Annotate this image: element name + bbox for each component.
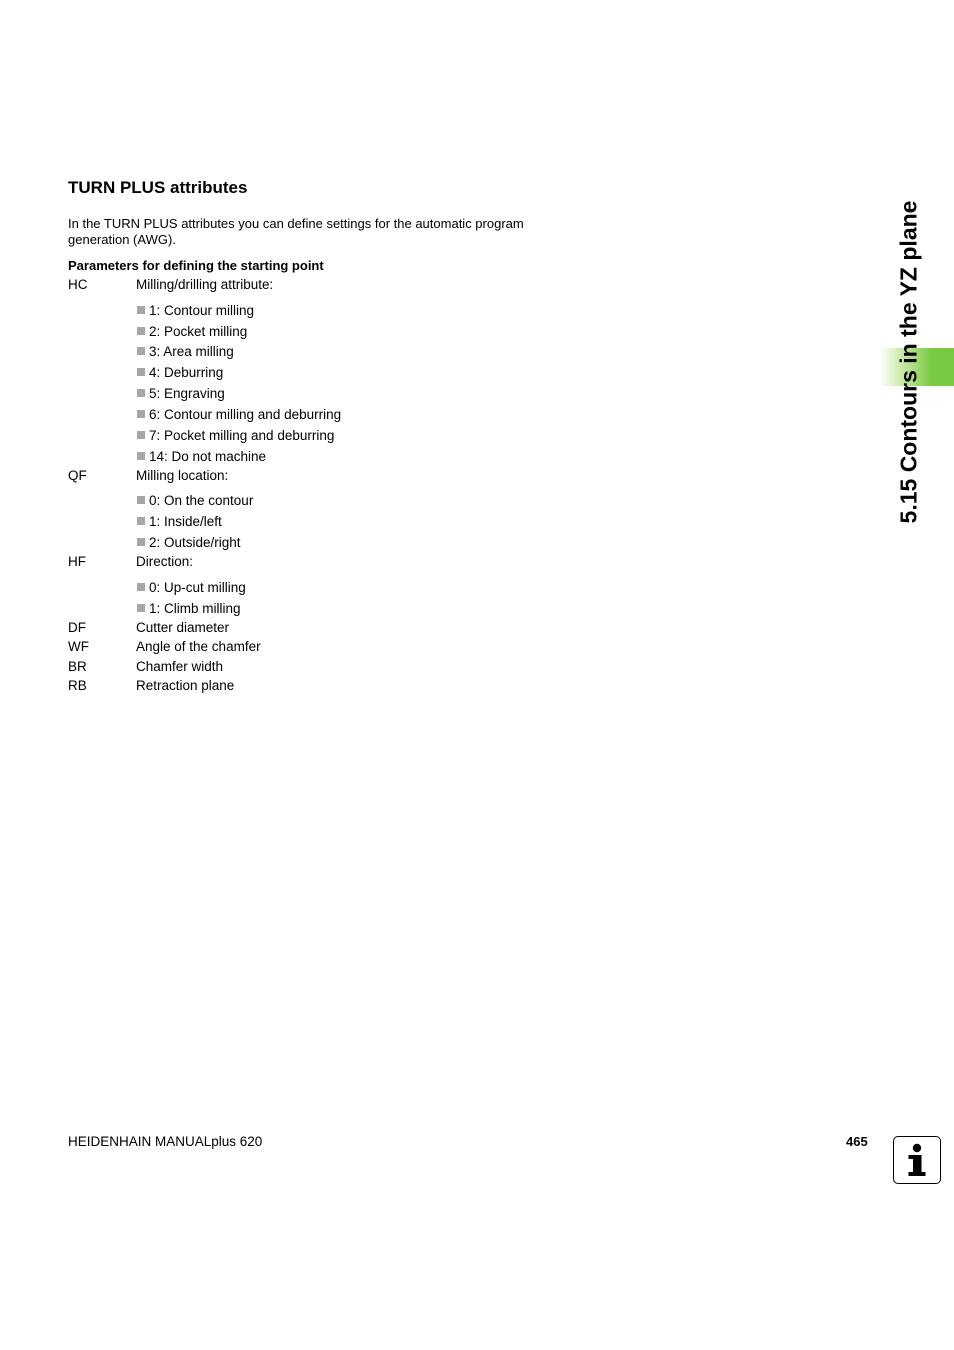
list-item: 14: Do not machine — [137, 449, 266, 465]
bullet-square-icon — [137, 583, 145, 591]
list-item: 1: Inside/left — [137, 514, 222, 530]
list-item: 0: Up-cut milling — [137, 580, 246, 596]
bullet-square-icon — [137, 538, 145, 546]
bullet-square-icon — [137, 604, 145, 612]
bullet-square-icon — [137, 517, 145, 525]
list-item: 2: Outside/right — [137, 535, 241, 551]
parameters-subheading: Parameters for defining the starting point — [68, 258, 324, 273]
bullet-square-icon — [137, 368, 145, 376]
param-code: BR — [68, 659, 87, 674]
page-number: 465 — [846, 1134, 868, 1149]
param-qf — [68, 468, 228, 484]
param-code: HF — [68, 554, 86, 569]
param-label: Milling location: — [136, 468, 229, 483]
param-hf — [68, 554, 193, 570]
param-code: QF — [68, 468, 87, 483]
intro-text: In the TURN PLUS attributes you can define settings for the automatic program generation (AWG). — [68, 216, 524, 247]
list-item: 2: Pocket milling — [137, 324, 247, 340]
param-code: RB — [68, 678, 87, 693]
bullet-square-icon — [137, 496, 145, 504]
param-label: Angle of the chamfer — [136, 639, 261, 654]
list-item: 3: Area milling — [137, 344, 234, 360]
footer-manual-name: HEIDENHAIN MANUALplus 620 — [68, 1134, 263, 1149]
section-heading: TURN PLUS attributes — [68, 178, 248, 197]
bullet-square-icon — [137, 389, 145, 397]
param-code: DF — [68, 620, 86, 635]
info-icon — [893, 1136, 941, 1184]
param-wf — [68, 639, 261, 655]
bullet-square-icon — [137, 410, 145, 418]
list-item: 4: Deburring — [137, 365, 223, 381]
bullet-square-icon — [137, 327, 145, 335]
param-hc — [68, 277, 273, 293]
list-item: 1: Contour milling — [137, 303, 254, 319]
param-label: Milling/drilling attribute: — [136, 277, 274, 292]
list-item: 0: On the contour — [137, 493, 253, 509]
param-label: Retraction plane — [136, 678, 235, 693]
bullet-square-icon — [137, 431, 145, 439]
list-item: 1: Climb milling — [137, 601, 241, 617]
bullet-square-icon — [137, 306, 145, 314]
param-rb — [68, 678, 234, 694]
bullet-square-icon — [137, 452, 145, 460]
param-br — [68, 659, 223, 675]
param-label: Cutter diameter — [136, 620, 230, 635]
param-label: Chamfer width — [136, 659, 224, 674]
bullet-square-icon — [137, 347, 145, 355]
param-code: HC — [68, 277, 88, 292]
chapter-title: 5.15 Contours in the YZ plane — [895, 200, 922, 524]
list-item: 7: Pocket milling and deburring — [137, 428, 334, 444]
param-df — [68, 620, 229, 636]
param-label: Direction: — [136, 554, 194, 569]
list-item: 6: Contour milling and deburring — [137, 407, 341, 423]
list-item: 5: Engraving — [137, 386, 225, 402]
param-code: WF — [68, 639, 89, 654]
